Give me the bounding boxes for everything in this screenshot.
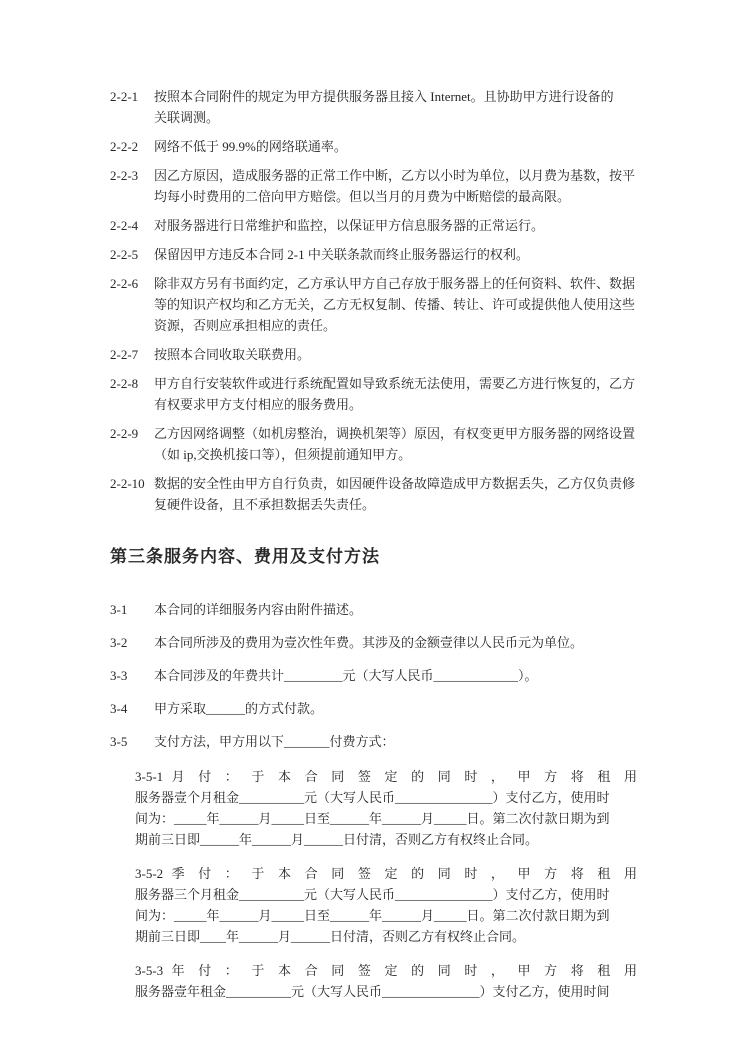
subclause-text-line: 间为：_____年______月_____日至______年______月_____日。第二次付款日期为到	[135, 908, 610, 923]
clause-text-line: 等的知识产权均和乙方无关，乙方无权复制、传播、转让、许可或提供他人使用这些	[154, 297, 636, 312]
clause-text-line: 支付方法，甲方用以下_______付费方式：	[154, 734, 395, 749]
clause-text	[154, 423, 640, 465]
subclause-3-5-2	[135, 863, 637, 947]
clause-number: 3-5	[110, 734, 128, 749]
clause-text-line: 复硬件设备，且不承担数据丢失责任。	[154, 497, 376, 512]
clause-text	[154, 599, 640, 620]
clause-text-line: 本合同的详细服务内容由附件描述。	[154, 602, 363, 617]
clause-text-line: 网络不低于 99.9%的网络联通率。	[154, 139, 347, 154]
clause-text-line: 乙方因网络调整（如机房整治，调换机架等）原因，有权变更甲方服务器的网络设置	[154, 426, 636, 441]
clause-text-line: 有权要求甲方支付相应的服务费用。	[154, 397, 363, 412]
section-3-5-subclauses	[135, 766, 640, 1002]
clause-number: 3-2	[110, 635, 128, 650]
clause-text-line: 因乙方原因，造成服务器的正常工作中断，乙方以小时为单位，以月费为基数，按平	[154, 168, 636, 183]
clause-number: 2-2-5	[110, 247, 139, 262]
clause-text	[154, 344, 640, 365]
clause-text	[154, 165, 640, 207]
subclause-first-line: 3-5-2 季 付 ： 于 本 合 同 签 定 的 同 时 ， 甲 方 将 租 用	[135, 866, 637, 881]
clause-text-line: 甲方自行安装软件或进行系统配置如导致系统无法使用，需要乙方进行恢复的，乙方	[154, 376, 636, 391]
clause-text	[154, 632, 640, 653]
clause-number: 2-2-10	[110, 476, 145, 491]
section-2-2-clauses	[110, 86, 640, 515]
clause-3-2	[110, 632, 640, 653]
clause-number: 2-2-9	[110, 426, 139, 441]
clause-number: 3-4	[110, 701, 128, 716]
subclause-first-line: 3-5-1 月 付 ： 于 本 合 同 签 定 的 同 时 ， 甲 方 将 租 用	[135, 769, 637, 784]
clause-text	[154, 731, 640, 752]
clause-text-line: 关联调测。	[154, 110, 220, 125]
clause-text	[154, 698, 640, 719]
clause-number: 2-2-7	[110, 347, 139, 362]
clause-text-line: 按照本合同附件的规定为甲方提供服务器且接入 Internet。且协助甲方进行设备的	[154, 89, 614, 104]
clause-2-2-7	[110, 344, 640, 365]
clause-2-2-4	[110, 215, 640, 236]
subclause-text-line: 服务器壹年租金__________元（大写人民币_______________）支付乙方，使用时间	[135, 984, 610, 999]
clause-number: 2-2-2	[110, 139, 139, 154]
clause-text	[154, 86, 640, 128]
clause-number: 2-2-8	[110, 376, 139, 391]
clause-text-line: 对服务器进行日常维护和监控，以保证甲方信息服务器的正常运行。	[154, 218, 545, 233]
subclause-text-line: 间为：_____年______月_____日至______年______月_____日。第二次付款日期为到	[135, 811, 610, 826]
clause-text-line: 除非双方另有书面约定，乙方承认甲方自己存放于服务器上的任何资料、软件、数据	[154, 276, 636, 291]
subclause-3-5-1	[135, 766, 637, 850]
clause-number: 2-2-1	[110, 89, 139, 104]
clause-text-line: 按照本合同收取关联费用。	[154, 347, 311, 362]
clause-text	[154, 273, 640, 336]
clause-3-3	[110, 665, 640, 686]
clause-text	[154, 215, 640, 236]
clause-text	[154, 373, 640, 415]
section-3-title: 第三条服务内容、费用及支付方法	[110, 547, 380, 566]
clause-text-line: （如 ip,交换机接口等），但须提前通知甲方。	[154, 447, 412, 462]
clause-2-2-6	[110, 273, 640, 336]
clause-text-line: 本合同涉及的年费共计_________元（大写人民币_____________）。	[154, 668, 538, 683]
clause-text-line: 数据的安全性由甲方自行负责，如因硬件设备故障造成甲方数据丢失，乙方仅负责修	[154, 476, 636, 491]
clause-3-5	[110, 731, 640, 752]
clause-2-2-8	[110, 373, 640, 415]
clause-number: 3-1	[110, 602, 128, 617]
clause-text-line: 本合同所涉及的费用为壹次性年费。其涉及的金额壹律以人民币元为单位。	[154, 635, 584, 650]
clause-text-line: 甲方采取______的方式付款。	[154, 701, 324, 716]
section-3-clauses	[110, 599, 640, 752]
clause-3-1	[110, 599, 640, 620]
clause-3-4	[110, 698, 640, 719]
clause-number: 2-2-4	[110, 218, 139, 233]
subclause-3-5-3	[135, 960, 637, 1002]
clause-number: 2-2-3	[110, 168, 139, 183]
clause-number: 2-2-6	[110, 276, 139, 291]
clause-number: 3-3	[110, 668, 128, 683]
clause-2-2-1	[110, 86, 640, 128]
subclause-text-line: 期前三日即____年______月______日付清，否则乙方有权终止合同。	[135, 929, 526, 944]
clause-text-line: 均每小时费用的二倍向甲方赔偿。但以当月的月费为中断赔偿的最高限。	[154, 189, 571, 204]
clause-text-line: 保留因甲方违反本合同 2-1 中关联条款而终止服务器运行的权利。	[154, 247, 529, 262]
clause-2-2-10	[110, 473, 640, 515]
clause-2-2-2	[110, 136, 640, 157]
subclause-text-line: 服务器壹个月租金__________元（大写人民币_______________）支付乙方，使用时	[135, 790, 610, 805]
clause-text-line: 资源，否则应承担相应的责任。	[154, 318, 337, 333]
clause-2-2-5	[110, 244, 640, 265]
clause-text	[154, 473, 640, 515]
clause-text	[154, 244, 640, 265]
clause-2-2-3	[110, 165, 640, 207]
clause-text	[154, 136, 640, 157]
subclause-first-line: 3-5-3 年 付 ： 于 本 合 同 签 定 的 同 时 ， 甲 方 将 租 用	[135, 963, 637, 978]
subclause-text-line: 期前三日即______年______月______日付清，否则乙方有权终止合同。	[135, 832, 539, 847]
subclause-text-line: 服务器三个月租金__________元（大写人民币_______________）支付乙方，使用时	[135, 887, 610, 902]
clause-text	[154, 665, 640, 686]
clause-2-2-9	[110, 423, 640, 465]
